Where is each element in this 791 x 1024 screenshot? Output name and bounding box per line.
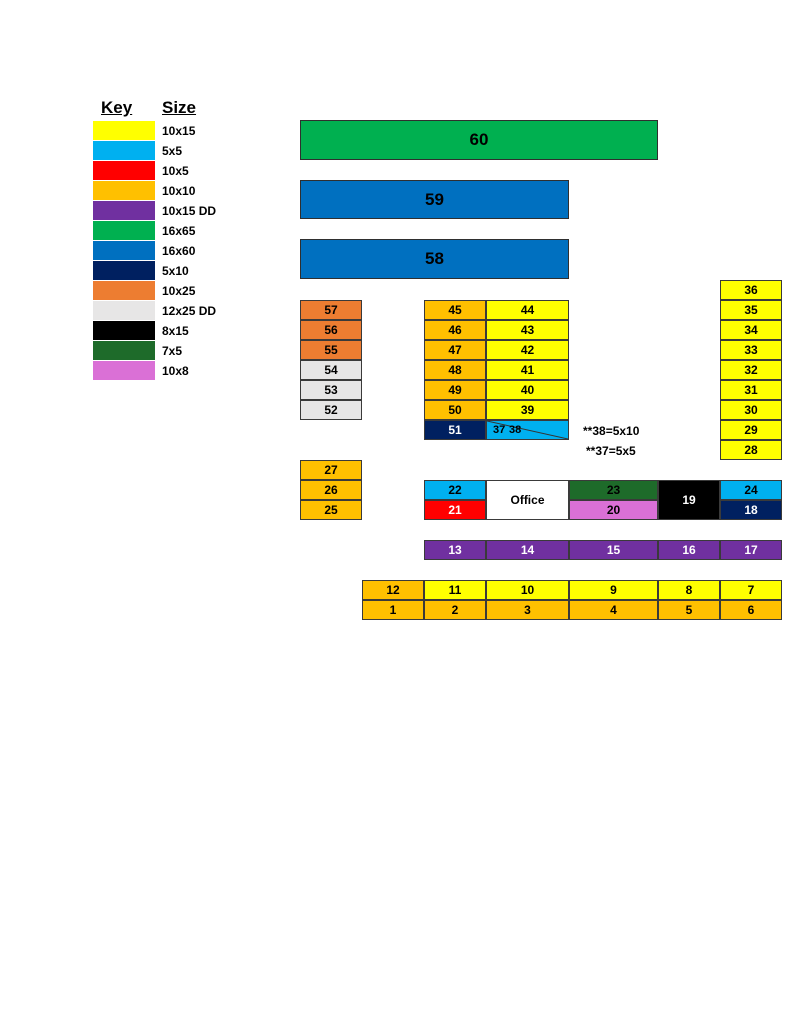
unit-37-38[interactable] (486, 420, 569, 440)
unit-59[interactable]: 59 (300, 180, 569, 219)
unit-12[interactable]: 12 (362, 580, 424, 600)
unit-18[interactable]: 18 (720, 500, 782, 520)
unit-5[interactable]: 5 (658, 600, 720, 620)
unit-19[interactable]: 19 (658, 480, 720, 520)
unit-46[interactable]: 46 (424, 320, 486, 340)
legend-size-label: 10x15 DD (162, 204, 217, 218)
unit-15[interactable]: 15 (569, 540, 658, 560)
unit-48[interactable]: 48 (424, 360, 486, 380)
unit-11[interactable]: 11 (424, 580, 486, 600)
unit-32[interactable]: 32 (720, 360, 782, 380)
unit-42[interactable]: 42 (486, 340, 569, 360)
unit-27[interactable]: 27 (300, 460, 362, 480)
legend-size-label: 10x25 (162, 284, 196, 298)
legend-swatch (93, 341, 155, 360)
unit-21[interactable]: 21 (424, 500, 486, 520)
unit-58[interactable]: 58 (300, 239, 569, 279)
unit-45[interactable]: 45 (424, 300, 486, 320)
unit-34[interactable]: 34 (720, 320, 782, 340)
legend-size-label: 10x10 (162, 184, 196, 198)
unit-47[interactable]: 47 (424, 340, 486, 360)
unit-36[interactable]: 36 (720, 280, 782, 300)
unit-3[interactable]: 3 (486, 600, 569, 620)
unit-9[interactable]: 9 (569, 580, 658, 600)
unit-30[interactable]: 30 (720, 400, 782, 420)
legend-size-label: 16x60 (162, 244, 196, 258)
unit-49[interactable]: 49 (424, 380, 486, 400)
unit-60[interactable]: 60 (300, 120, 658, 160)
unit-8[interactable]: 8 (658, 580, 720, 600)
note-37: **37=5x5 (586, 444, 636, 458)
unit-26[interactable]: 26 (300, 480, 362, 500)
legend-size-label: 10x15 (162, 124, 196, 138)
legend-swatch (93, 321, 155, 340)
unit-4[interactable]: 4 (569, 600, 658, 620)
legend-size-label: 5x10 (162, 264, 189, 278)
legend-size-label: 10x8 (162, 364, 189, 378)
unit-28[interactable]: 28 (720, 440, 782, 460)
key-heading: Key (101, 98, 133, 117)
unit-41[interactable]: 41 (486, 360, 569, 380)
unit-22[interactable]: 22 (424, 480, 486, 500)
unit-50[interactable]: 50 (424, 400, 486, 420)
unit-20[interactable]: 20 (569, 500, 658, 520)
unit-29[interactable]: 29 (720, 420, 782, 440)
legend-swatch (93, 141, 155, 160)
legend-swatch (93, 261, 155, 280)
unit-43[interactable]: 43 (486, 320, 569, 340)
unit-38-label: 38 (509, 424, 522, 436)
unit-14[interactable]: 14 (486, 540, 569, 560)
legend-size-label: 8x15 (162, 324, 189, 338)
unit-25[interactable]: 25 (300, 500, 362, 520)
unit-57[interactable]: 57 (300, 300, 362, 320)
legend-swatch (93, 181, 155, 200)
legend-size-label: 16x65 (162, 224, 196, 238)
legend-swatch (93, 121, 155, 140)
note-38: **38=5x10 (583, 424, 640, 438)
legend-swatch (93, 161, 155, 180)
unit-51[interactable]: 51 (424, 420, 486, 440)
unit-39[interactable]: 39 (486, 400, 569, 420)
legend-size-label: 12x25 DD (162, 304, 217, 318)
unit-1[interactable]: 1 (362, 600, 424, 620)
legend-swatch (93, 201, 155, 220)
unit-16[interactable]: 16 (658, 540, 720, 560)
unit-10[interactable]: 10 (486, 580, 569, 600)
unit-55[interactable]: 55 (300, 340, 362, 360)
unit-33[interactable]: 33 (720, 340, 782, 360)
unit-2[interactable]: 2 (424, 600, 486, 620)
unit-24[interactable]: 24 (720, 480, 782, 500)
office[interactable]: Office (486, 480, 569, 520)
unit-6[interactable]: 6 (720, 600, 782, 620)
unit-7[interactable]: 7 (720, 580, 782, 600)
unit-44[interactable]: 44 (486, 300, 569, 320)
legend-size-label: 5x5 (162, 144, 183, 158)
unit-54[interactable]: 54 (300, 360, 362, 380)
unit-31[interactable]: 31 (720, 380, 782, 400)
unit-40[interactable]: 40 (486, 380, 569, 400)
unit-17[interactable]: 17 (720, 540, 782, 560)
unit-23[interactable]: 23 (569, 480, 658, 500)
unit-13[interactable]: 13 (424, 540, 486, 560)
legend-swatch (93, 221, 155, 240)
size-heading: Size (162, 98, 197, 117)
unit-37-label: 37 (493, 424, 506, 436)
legend-size-label: 7x5 (162, 344, 183, 358)
legend-swatch (93, 301, 155, 320)
legend-swatch (93, 361, 155, 380)
legend-swatch (93, 281, 155, 300)
unit-35[interactable]: 35 (720, 300, 782, 320)
unit-56[interactable]: 56 (300, 320, 362, 340)
unit-53[interactable]: 53 (300, 380, 362, 400)
unit-52[interactable]: 52 (300, 400, 362, 420)
legend-swatch (93, 241, 155, 260)
legend-size-label: 10x5 (162, 164, 189, 178)
